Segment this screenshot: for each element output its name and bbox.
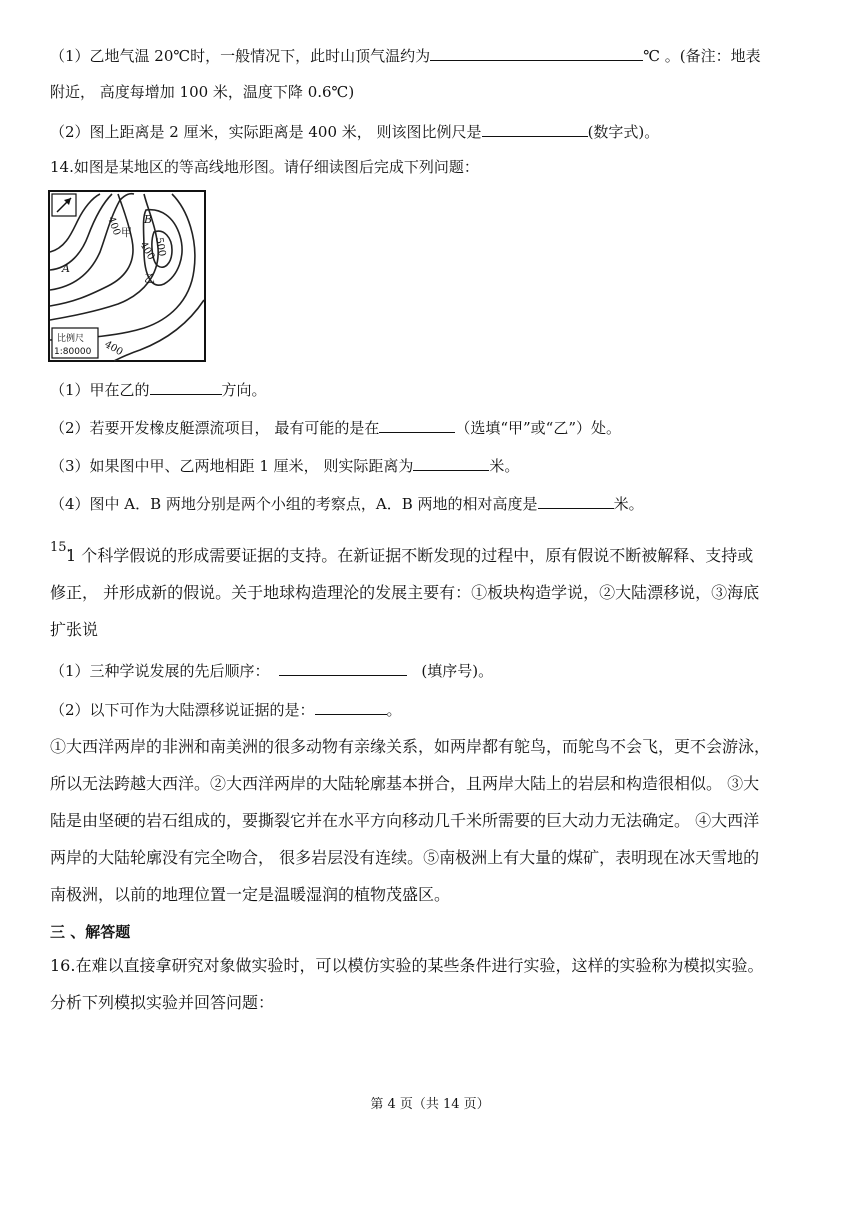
answer-blank[interactable] [379, 416, 455, 433]
answer-blank[interactable] [315, 698, 387, 715]
q15-evidence-line1: ①大西洋两岸的非洲和南美洲的很多动物有亲缘关系，如两岸都有鸵鸟，而鸵鸟不会飞，更不会游泳， [50, 737, 771, 756]
q13-part1-line2: 附近， 高度每增加 100 米，温度下降 0.6℃) [50, 83, 355, 101]
scale-title: 比例尺 [57, 334, 85, 344]
contour-label: 500 [153, 236, 168, 258]
q14-sub2-text: （2）若要开发橡皮艇漂流项目， 最有可能的是在 [50, 419, 380, 437]
q13-part1-text: （1）乙地气温 20℃时，一般情况下，此时山顶气温约为 [50, 47, 431, 65]
q14-sub3-text: （3）如果图中甲、乙两地相距 1 厘米， 则实际距离为 [50, 457, 414, 475]
contour-map [48, 190, 206, 362]
answer-blank[interactable] [150, 378, 222, 395]
q15-intro-line1: 1 个科学假说的形成需要证据的支持。在新证据不断发现的过程中，原有假说不断被解释、支持或 [66, 546, 754, 565]
q14-title: 14.如图是某地区的等高线地形图。请仔细读图后完成下列问题： [50, 158, 479, 176]
q14-sub4 [50, 492, 644, 514]
answer-blank[interactable] [430, 44, 643, 61]
q14-sub1-text: （1）甲在乙的 [50, 381, 150, 399]
answer-blank[interactable] [279, 659, 407, 676]
q15-sub2-text: （2）以下可作为大陆漂移说证据的是： [50, 701, 315, 719]
contour-label: 400 [137, 240, 157, 263]
q16-line1: 16.在难以直接拿研究对象做实验时，可以模仿实验的某些条件进行实验，这样的实验称为模拟实验。 [50, 956, 764, 975]
q15-sub1-text: （1）三种学说发展的先后顺序： [50, 662, 270, 680]
map-label-a: A [62, 262, 70, 275]
map-label-jia: 甲 [121, 226, 132, 239]
q14-sub4-text: （4）图中 A．B 两地分别是两个小组的考察点，A．B 两地的相对高度是 [50, 495, 538, 513]
q15-evidence-line3: 陆是由坚硬的岩石组成的，要撕裂它并在水平方向移动几千米所需要的巨大动力无法确定。 ④大西洋 [50, 811, 760, 830]
q14-sub3 [50, 454, 519, 476]
q14-sub1-text-end: 方向。 [221, 381, 267, 399]
q13-part2-text: （2）图上距离是 2 厘米，实际距离是 400 米， 则该图比例尺是 [50, 123, 482, 141]
q15-sub2 [50, 698, 402, 720]
map-label-b: B [144, 213, 153, 226]
q14-sub3-text-end: 米。 [489, 457, 520, 475]
q15-evidence-line4: 两岸的大陆轮廓没有完全吻合， 很多岩层没有连续。⑤南极洲上有大量的煤矿，表明现在冰天雪地的 [50, 848, 760, 867]
contour-label: 400 [105, 215, 123, 237]
q15-number: 15. [50, 540, 71, 555]
q14-sub2-text-end: （选填“甲”或“乙”）处。 [455, 419, 622, 437]
contour-map-svg [48, 190, 206, 362]
q15-intro-line3: 扩张说 [50, 620, 99, 639]
q13-part1-text-end: ℃ 。(备注：地表 [643, 47, 761, 65]
q14-sub2 [50, 416, 621, 438]
page-footer: 第 4 页（共 14 页） [370, 1097, 490, 1112]
q15-intro-line2: 修正， 并形成新的假说。关于地球构造理沦的发展主要有：①板块构造学说，②大陆漂移说，③海底 [50, 583, 760, 602]
q14-sub4-text-end: 米。 [613, 495, 644, 513]
map-label-yi: 乙 [144, 272, 155, 285]
contour-label: 400 [102, 339, 125, 359]
q13-part1-line1 [50, 44, 761, 66]
answer-blank[interactable] [482, 120, 588, 137]
scale-value: 1:80000 [54, 347, 92, 357]
section-heading: 三 、解答题 [50, 923, 131, 941]
q14-sub1 [50, 378, 267, 400]
q13-part2-text-end: (数字式)。 [587, 123, 660, 141]
answer-blank[interactable] [538, 492, 614, 509]
q16-line2: 分析下列模拟实验并回答问题： [50, 993, 275, 1012]
answer-blank[interactable] [413, 454, 489, 471]
q15-sub1 [50, 659, 493, 681]
q15-sub2-text-end: 。 [386, 701, 402, 719]
q13-part2 [50, 120, 659, 142]
q15-sub1-text-end: (填序号)。 [421, 662, 494, 680]
q15-evidence-line5: 南极洲，以前的地理位置一定是温暖湿润的植物茂盛区。 [50, 885, 451, 904]
q15-evidence-line2: 所以无法跨越大西洋。②大西洋两岸的大陆轮廓基本拼合，且两岸大陆上的岩层和构造很相似。 ③大 [50, 774, 760, 793]
